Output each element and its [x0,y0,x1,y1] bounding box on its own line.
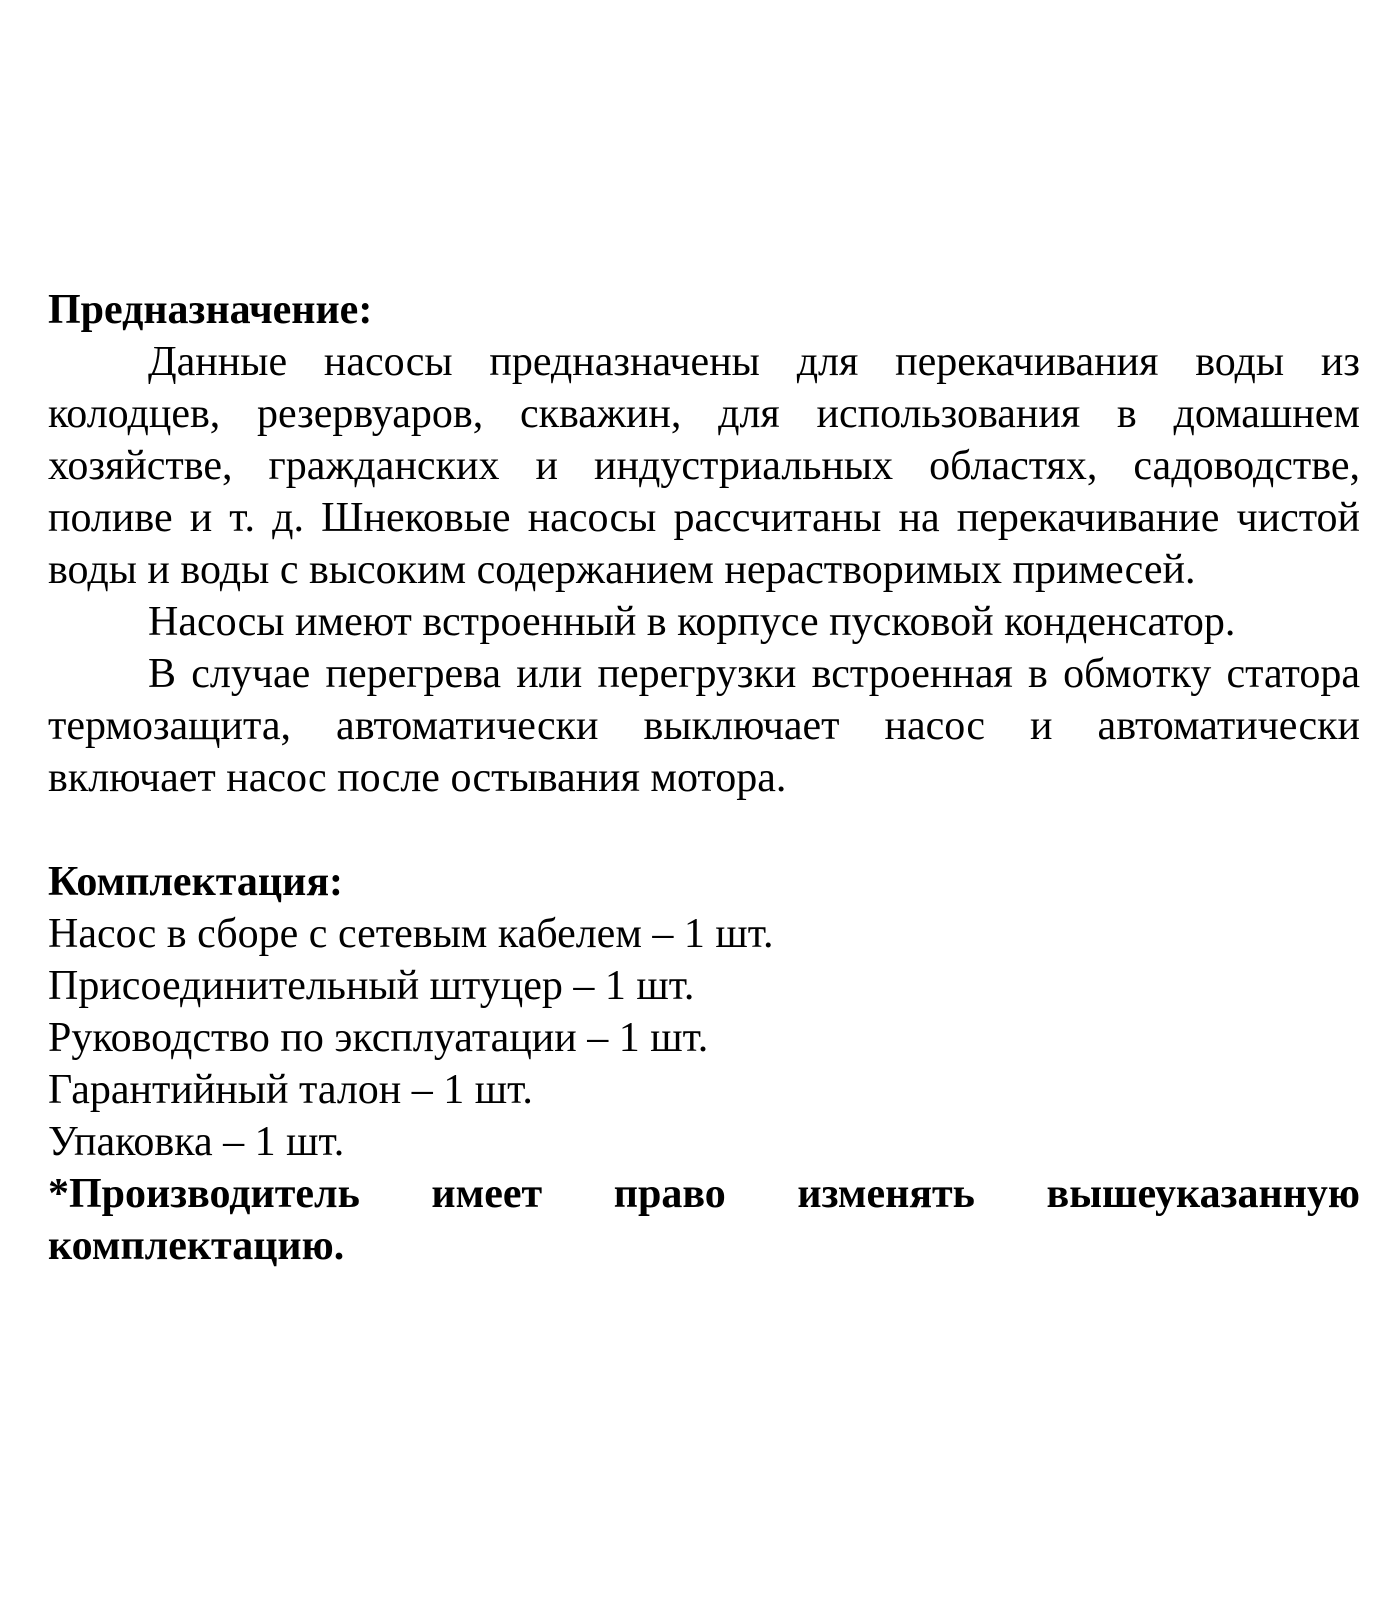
section-spacer [48,804,1360,856]
package-section [48,856,1360,1272]
purpose-paragraph-1: Данные насосы предназначены для перекачивания воды из колодцев, резервуаров, скважин, для использования в домашнем хозяйстве, гражданских и индустриальных областях, садоводстве, поливе и т. д. Шнековые насосы рассчитаны на перекачивание чистой воды и воды с высоким содержанием нерастворимых примесей. [48,339,1360,593]
purpose-section [48,284,1360,804]
manufacturer-note: *Производитель имеет право изменять вышеуказанную комплектацию. [48,1171,1360,1269]
package-item: Гарантийный талон – 1 шт. [48,1067,533,1113]
package-item: Руководство по эксплуатации – 1 шт. [48,1015,709,1061]
document-page [48,284,1360,1272]
package-list [48,908,1360,1168]
package-item: Присоединительный штуцер – 1 шт. [48,963,695,1009]
purpose-paragraph-2: Насосы имеют встроенный в корпусе пусковой конденсатор. [148,599,1236,645]
package-item: Упаковка – 1 шт. [48,1119,345,1165]
package-heading: Комплектация: [48,859,344,905]
package-item: Насос в сборе с сетевым кабелем – 1 шт. [48,911,774,957]
purpose-paragraph-3: В случае перегрева или перегрузки встроенная в обмотку статора термозащита, автоматически выключает насос и автоматически включает насос после остывания мотора. [48,651,1360,801]
purpose-heading: Предназначение: [48,287,373,333]
